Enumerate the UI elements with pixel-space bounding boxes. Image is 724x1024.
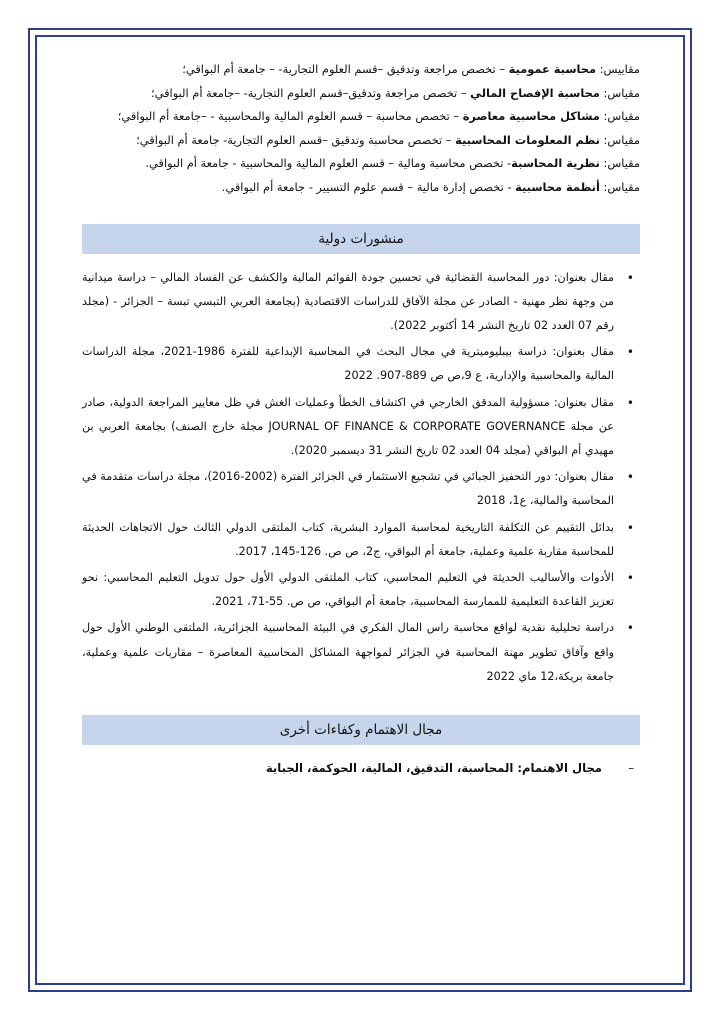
- course-item: مقاييس: محاسبة عمومية – تخصص مراجعة وتدقيق –قسم العلوم التجارية- – جامعة أم البواقي؛: [182, 62, 640, 76]
- course-item: مقياس: نظم المعلومات المحاسبية – تخصص محاسبة وتدقيق –قسم العلوم التجارية- جامعة أم البواقي؛: [136, 132, 640, 147]
- course-item: مقياس: أنظمة محاسبية - تخصص إدارة مالية – قسم علوم التسيير - جامعة أم البواقي.: [221, 179, 640, 194]
- publication-item: • مقال بعنوان: دراسة بيبليوميترية في مجال البحث في المحاسبة الإبداعية للفترة 1986-2021، مجلة الدراسات المالية والمحاسبية والإدارية، ع 9،ص ص 889-907. 2022: [82, 340, 640, 388]
- course-item: مقياس: مشاكل محاسبية معاصرة – تخصص محاسبة – قسم العلوم المالية والمحاسبية - –جامعة أم البواقي؛: [117, 109, 640, 124]
- publication-item: • دراسة تحليلية نقدية لواقع محاسبة راس المال الفكري في البيئة المحاسبية الجزائرية، الملتقى الوطني الأول حول واقع وآفاق تطوير مهنة المحاسبة في الجزائر لمواجهة المشاكل المحاسبية المعاصرة – مقاربات علمية وعملية، جامعة بريكة،12 ماي 2022: [82, 616, 640, 689]
- publication-item: • الأدوات والأساليب الحديثة في التعليم المحاسبي، كتاب الملتقى الدولي الأول حول تدويل التعليم المحاسبي: نحو تعزيز القاعدة التعليمية للممارسة المحاسبية، جامعة أم البواقي، ص ص. 55-71، 2021.: [82, 566, 640, 614]
- document-body: [82, 58, 640, 779]
- publication-item: • مقال بعنوان: مسؤولية المدقق الخارجي في اكتشاف الخطأ وعمليات الغش في ظل معايير المراجعة الدولية، صادر عن مجلة JOURNAL OF FINANCE & CORPORATE GOVERNANCE مجلة خارج الصنف) بجامعة العربي بن مهيدي أم البواقي (مجلد 04 العدد 02 تاريخ النشر 31 ديسمبر 2020).: [82, 391, 640, 464]
- bullet-icon: •: [626, 520, 634, 535]
- dash-icon: –: [628, 761, 634, 776]
- bullet-icon: •: [626, 621, 634, 636]
- section-header-interests: مجال الاهتمام وكفاءات أخرى: [82, 715, 640, 745]
- bullet-icon: •: [626, 345, 634, 360]
- interest-line: [82, 757, 640, 779]
- courses-list: [82, 58, 640, 200]
- interest-text: مجال الاهتمام: المحاسبة، التدقيق، المالية، الحوكمة، الجباية: [265, 761, 602, 776]
- bullet-icon: •: [626, 470, 634, 485]
- bullet-icon: •: [626, 571, 634, 585]
- course-item: مقياس: محاسبة الإفصاح المالي – تخصص مراجعة وتدقيق–قسم العلوم التجارية- –جامعة أم البواقي؛: [150, 85, 640, 100]
- publication-item: • بدائل التقييم عن التكلفة التاريخية لمحاسبة الموارد البشرية، كتاب الملتقى الدولي الثالث حول الاتجاهات الحديثة للمحاسبة مقاربة علمية وعملية، جامعة أم البواقي، ج2، ص ص. 126-145، 2017.: [82, 516, 640, 564]
- publications-list: [82, 266, 640, 689]
- publication-item: • مقال بعنوان: دور التحفيز الجبائي في تشجيع الاستثمار في الجزائر الفترة (2002-2016)، مجلة دراسات متقدمة في المحاسبة والمالية، ع1، 2018: [82, 465, 640, 513]
- bullet-icon: •: [626, 395, 634, 410]
- course-item: مقياس: نظرية المحاسبة- تخصص محاسبة ومالية – قسم العلوم المالية والمحاسبية - جامعة أم البواقي.: [145, 156, 640, 171]
- section-header-international-publications: منشورات دولية: [82, 224, 640, 254]
- bullet-icon: •: [626, 270, 634, 285]
- publication-item: • مقال بعنوان: دور المحاسبة القضائية في تحسين جودة القوائم المالية والكشف عن الفساد المالي – دراسة ميدانية من وجهة نظر مهنية - الصادر عن مجلة الآفاق للدراسات الاقتصادية (بجامعة العربي التبسي تبسة – الجزائر - (مجلد رقم 07 العدد 02 تاريخ النشر 14 أكتوبر 2022).: [82, 266, 640, 339]
